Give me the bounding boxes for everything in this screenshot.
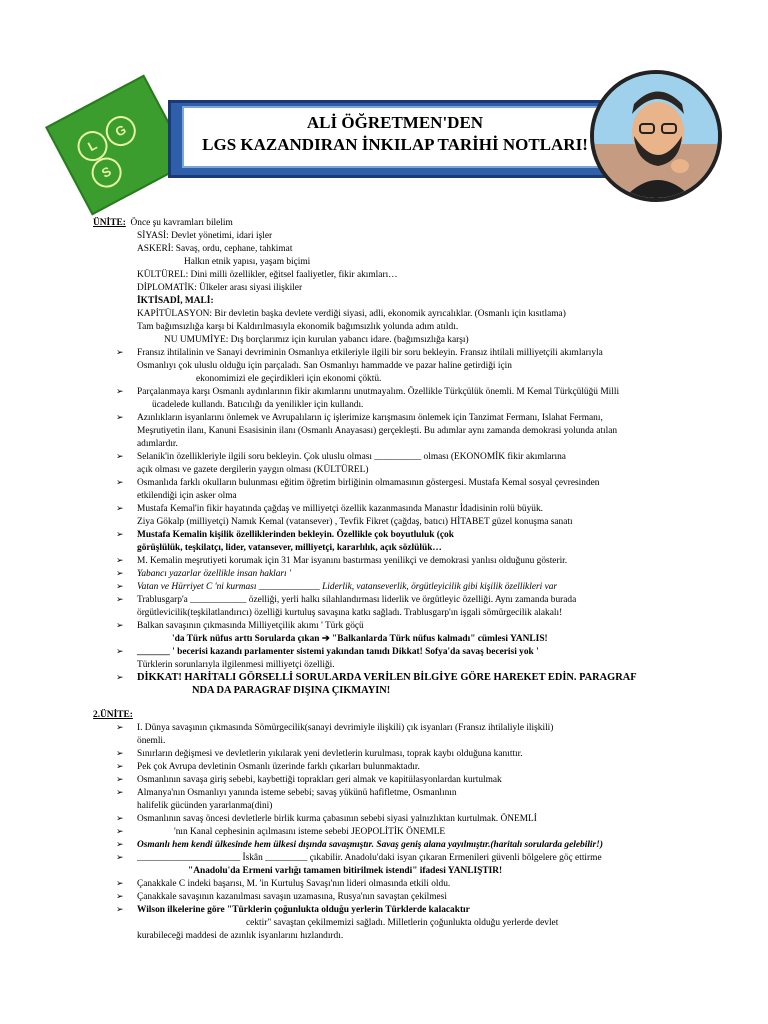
note-u2-12a: Wilson ilkelerine göre "Türklerin çoğunlukta olduğu yerlerin Türklerde kalacaktır: [137, 905, 470, 915]
teacher-avatar: [590, 70, 722, 202]
lgs-letter-s: S: [86, 152, 127, 193]
arrow-bullet-icon: ➢: [116, 892, 124, 902]
note-u2-6: Osmanlının savaş öncesi devletlerle birlik kurma çabasının sebebi siyasi yalnızlıktan kurtulmak. ÖNEMLİ: [137, 814, 537, 824]
note-5a: Osmanlıda farklı okulların bulunması eğitim öğretim birliğinin olmamasının göstergesi. Mustafa Kemal sosyal çevresinden: [137, 478, 600, 488]
term-diplomatik: DİPLOMATİK: Ülkeler arası siyasi ilişkiler: [137, 283, 303, 293]
arrow-bullet-icon: ➢: [116, 504, 124, 514]
note-2a: Parçalanmaya karşı Osmanlı aydınlarının fikir akımlarını unutmayalım. Özellikle Türkçülük önemli. M Kemal Türkçülüğü Milli: [137, 387, 620, 397]
note-6a: Mustafa Kemal'in fikir hayatında çağdaş ve milliyetçi özellik kazanmasında Manastır İdadisinin rolü büyük.: [137, 504, 543, 514]
note-14b: NDA DA PARAGRAF DIŞINA ÇIKMAYIN!: [192, 685, 391, 696]
note-11a: Trablusgarp'a ____________ özelliği, yerli halkı silahlandırması liderlik ve örgütleyic özelliği. Aynı zamanda burada: [137, 595, 577, 605]
arrow-bullet-icon: ➢: [116, 853, 124, 863]
unit1-heading-row: [93, 217, 233, 230]
note-u2-1a: I. Dünya savaşının çıkmasında Sömürgecilik(sanayi devrimiyle ilişkili) çık isyanları (Fransız ihtilaliyle ilişkili): [137, 723, 554, 733]
note-12b: 'da Türk nüfus arttı Sorularda çıkan ➔ "Balkanlarda Türk nüfus kalmadı" cümlesi YANLIS!: [172, 634, 548, 644]
note-u2-8: Osmanlı hem kendi ülkesinde hem ülkesi dışında savaşmıştır. Savaş geniş alana yayılmıştır.(haritalı sorularda gelebilir!): [137, 840, 603, 850]
note-u2-2: Sınırların değişmesi ve devletlerin yıkılarak yeni devletlerin kurulması, toprak kaybı olduğuna kanıttır.: [137, 749, 523, 759]
note-u2-9a: ______________________ İskân _________ çıkabilir. Anadolu'daki isyan çıkaran Ermenileri güvenli bölgelere göç ettirme: [137, 853, 602, 863]
note-13a: _______ ' becerisi kazandı parlamenter sistemi yakından tanıdı Dikkat! Sofya'da savaş becerisi yok ': [137, 647, 539, 657]
arrow-bullet-icon: ➢: [116, 556, 124, 566]
note-u2-13: kurabileceği maddesi de azınlık isyanlarını hızlandırdı.: [137, 931, 344, 941]
note-u2-5b: halifelik gücünden yararlanma(dini): [137, 801, 273, 811]
note-u2-11: Çanakkale savaşının kazanılması savaşın uzamasına, Rusya'nın savaştan çekilmesi: [137, 892, 447, 902]
lgs-letter-g: G: [100, 111, 141, 152]
note-1b: Osmanlıyı çok uluslu olduğu için parçaladı. San Osmanlıyı hammadde ve pazar haline getirdiği için: [137, 361, 512, 371]
note-12a: Balkan savaşının çıkmasında Milliyetçilik akımı ' Türk göçü: [137, 621, 364, 631]
note-6b: Ziya Gökalp (milliyetçi) Namık Kemal (vatansever) , Tevfik Fikret (çağdaş, batıcı) HİTABET güzel konuşma sanatı: [137, 517, 573, 527]
note-4b: açık olması ve gazete dergilerin yaygın olması (KÜLTÜREL): [137, 465, 369, 475]
arrow-bullet-icon: ➢: [116, 749, 124, 759]
note-9: Yabancı yazarlar özellikle insan hakları ': [137, 569, 291, 579]
arrow-bullet-icon: ➢: [116, 452, 124, 462]
arrow-bullet-icon: ➢: [116, 478, 124, 488]
arrow-bullet-icon: ➢: [116, 530, 124, 540]
title-line-1: ALİ ÖĞRETMEN'DEN: [306, 113, 484, 132]
arrow-bullet-icon: ➢: [116, 788, 124, 798]
note-5b: etkilendiği için asker olma: [137, 491, 237, 501]
arrow-bullet-icon: ➢: [116, 814, 124, 824]
term-kulturel: KÜLTÜREL: Dini milli özellikler, eğitsel faaliyetler, fikir akımları…: [137, 270, 398, 280]
unit1-heading: ÜNİTE:: [93, 218, 126, 228]
arrow-bullet-icon: ➢: [116, 762, 124, 772]
title-line-2: LGS KAZANDIRAN İNKILAP TARİHİ NOTLARI!: [202, 135, 588, 154]
arrow-bullet-icon: ➢: [116, 905, 124, 915]
arrow-bullet-icon: ➢: [116, 582, 124, 592]
arrow-bullet-icon: ➢: [116, 647, 124, 657]
page-header: [0, 0, 768, 215]
arrow-bullet-icon: ➢: [116, 723, 124, 733]
arrow-bullet-icon: ➢: [116, 413, 124, 423]
lgs-letter-l: L: [72, 126, 113, 167]
note-2b: ücadelede kullandı. Batıcılığı da yenilikler için kullandı.: [152, 400, 364, 410]
note-u2-3: Pek çok Avrupa devletinin Osmanlı üzerinde farklı çıkarları bulunmaktadır.: [137, 762, 420, 772]
unit1-intro: Önce şu kavramları bilelim: [130, 218, 233, 228]
arrow-bullet-icon: ➢: [116, 621, 124, 631]
note-u2-9b: "Anadolu'da Ermeni varlığı tamamen bitirilmek istendi" ifadesi YANLIŞTIR!: [188, 866, 503, 876]
unit2-heading: 2.ÜNİTE:: [93, 710, 133, 720]
note-u2-4: Osmanlının savaşa giriş sebebi, kaybettiği toprakları geri almak ve kapitülasyonlardan kurtulmak: [137, 775, 502, 785]
note-u2-1b: önemli.: [137, 736, 166, 746]
term-duyun: NU UMUMİYE: Dış borçlarımız için kurulan yabancı idare. (bağımsızlığa karşı): [164, 335, 469, 345]
avatar-illustration: [594, 74, 718, 198]
note-8: M. Kemalin meşrutiyeti korumak için 31 Mar isyanını bastırması yenilikçi ve demokrasi yanlısı olduğunu gösterir.: [137, 556, 568, 566]
note-4a: Selanik'in özellikleriyle ilgili soru bekleyin. Çok uluslu olması __________ olması (EKONOMİK fikir akımlarına: [137, 452, 566, 462]
note-14a: DİKKAT! HARİTALI GÖRSELLİ SORULARDA VERİLEN BİLGİYE GÖRE HAREKET EDİN. PARAGRAF: [137, 672, 637, 683]
arrow-bullet-icon: ➢: [116, 775, 124, 785]
term-askeri: ASKERİ: Savaş, ordu, cephane, tahkimat: [137, 244, 293, 254]
arrow-bullet-icon: ➢: [116, 595, 124, 605]
note-u2-12b: cektir" savaştan çekilmemizi sağladı. Milletlerin çoğunlukta olduğu yerlerde devlet: [246, 918, 559, 928]
note-11b: örgütlevicilik(teşkilatlandırıcı) özelliği kurtuluş savaşına katkı sağladı. Trablusgarp'ın işgali sömürgecilik alakalı!: [137, 608, 563, 618]
term-sosyal: Halkın etnik yapısı, yaşam biçimi: [184, 257, 311, 267]
term-kapitulasyon-note: Tam bağımsızlığa karşı bi Kaldırılmasıyla ekonomik bağımsızlık yolunda adım atıldı.: [137, 322, 459, 332]
term-siyasi: SİYASİ: Devlet yönetimi, idari işler: [137, 231, 273, 241]
note-u2-10: Çanakkale C indeki başarısı, M. 'in Kurtuluş Savaşı'nın lideri olmasında etkili oldu.: [137, 879, 451, 889]
note-3b: Meşrutiyetin ilanı, Kanuni Esasisinin ilanı (Osmanlı Anayasası) gerçekleşti. Bu adımlar aynı zamanda demokrasi yolunda atılan: [137, 426, 618, 436]
note-1c: ekonomimizi ele geçirdikleri için ekonomi çöktü.: [196, 374, 382, 384]
note-u2-7: 'nın Kanal cephesinin açılmasını isteme sebebi JEOPOLİTİK ÖNEMLE: [174, 827, 446, 837]
page-title: [182, 112, 608, 156]
term-kapitulasyon: KAPİTÜLASYON: Bir devletin başka devlete verdiği siyasi, adli, ekonomik ayrıcalıklar. (Osmanlı için kısıtlama): [137, 309, 566, 319]
arrow-bullet-icon: ➢: [116, 840, 124, 850]
arrow-bullet-icon: ➢: [116, 387, 124, 397]
term-iktisadi: İKTİSADİ, MALİ:: [137, 296, 214, 306]
note-13b: Türklerin sorunlarıyla ilgilenmesi milliyetçi özelliği.: [137, 660, 335, 670]
arrow-bullet-icon: ➢: [116, 569, 124, 579]
note-10: Vatan ve Hürriyet C 'ni kurması _____________ Liderlik, vatanseverlik, örgütleyicilik gibi kişilik özellikleri var: [137, 582, 558, 592]
note-u2-5a: Almanya'nın Osmanlıyı yanında isteme sebebi; savaş yükünü hafifletme, Osmanlının: [137, 788, 457, 798]
note-3a: Azınlıkların isyanlarını önlemek ve Avrupalıların iç işlerimize karışmasını önlemek için Tanzimat Fermanı, Islahat Fermanı,: [137, 413, 603, 423]
arrow-bullet-icon: ➢: [116, 348, 124, 358]
arrow-bullet-icon: ➢: [116, 827, 124, 837]
arrow-bullet-icon: ➢: [116, 879, 124, 889]
note-7a: Mustafa Kemalin kişilik özelliklerinden bekleyin. Özellikle çok boyutluluk (çok: [137, 530, 454, 540]
note-7b: görüşlülük, teşkilatçı, lider, vatansever, milliyetçi, kararlılık, açık sözlülük…: [137, 543, 442, 553]
note-3c: adımlardır.: [137, 439, 178, 449]
note-1a: Fransız ihtilalinin ve Sanayi devriminin Osmanlıya etkileriyle ilgili bir soru bekleyin. Fransız ihtilali milliyetçili akımlarıyla: [137, 348, 603, 358]
arrow-bullet-icon: ➢: [116, 673, 124, 683]
